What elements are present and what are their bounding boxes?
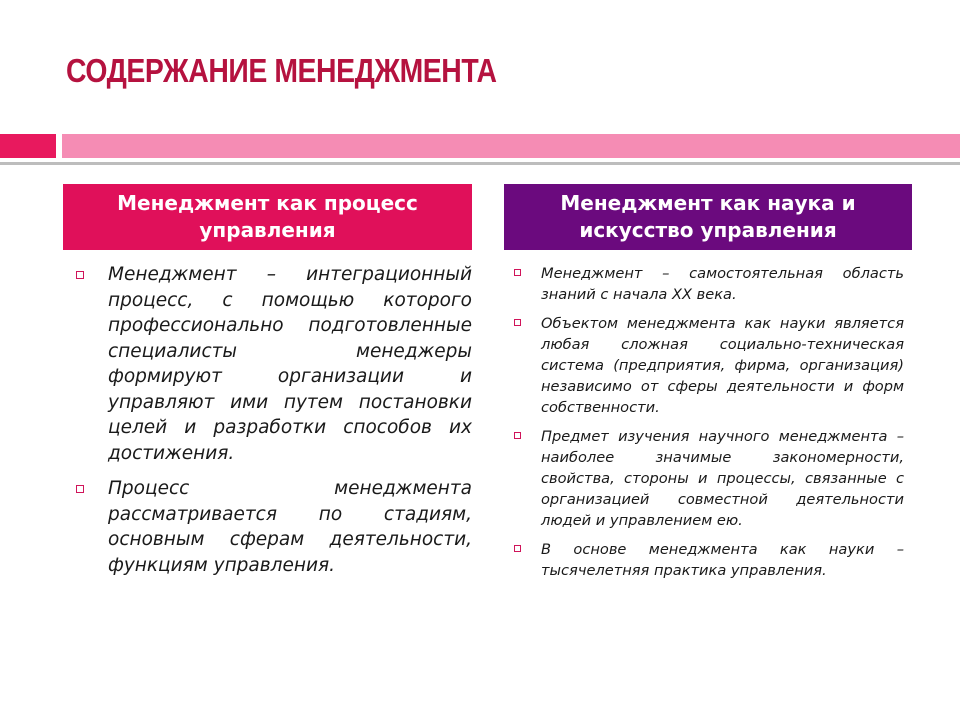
list-item-text: В основе менеджмента как науки – тысячелетняя практика управления. [541, 541, 904, 579]
right-column-list [514, 263, 904, 589]
list-item [76, 476, 472, 578]
list-item [76, 262, 472, 466]
list-item [514, 263, 904, 305]
slide-title: СОДЕРЖАНИЕ МЕНЕДЖМЕНТА [66, 52, 497, 89]
list-item [514, 426, 904, 531]
list-item [514, 539, 904, 581]
square-bullet-icon [514, 432, 521, 439]
square-bullet-icon [76, 271, 84, 279]
right-column-header [504, 184, 912, 250]
list-item-text: Менеджмент – самостоятельная область знаний с начала XX века. [541, 265, 904, 303]
list-item [514, 313, 904, 418]
list-item-text: Предмет изучения научного менеджмента – наиболее значимые закономерности, свойства, стороны и процессы, связанные с организацией совместной деятельности людей и управлением ею. [541, 428, 904, 529]
decorative-band-right [62, 134, 960, 158]
square-bullet-icon [76, 485, 84, 493]
square-bullet-icon [514, 545, 521, 552]
decorative-band-left [0, 134, 56, 158]
square-bullet-icon [514, 319, 521, 326]
left-column-header [63, 184, 472, 250]
list-item-text: Процесс менеджмента рассматривается по стадиям, основным сферам деятельности, функциям управления. [108, 478, 472, 576]
list-item-text: Объектом менеджмента как науки является любая сложная социально-техническая система (предприятия, фирма, организация) независимо от сферы деятельности и форм собственности. [541, 315, 904, 416]
right-column-header-text: Менеджмент как наука и искусство управления [560, 191, 856, 242]
left-column-list [76, 262, 472, 588]
divider-line [0, 162, 960, 165]
square-bullet-icon [514, 269, 521, 276]
left-column-header-text: Менеджмент как процесс управления [117, 191, 418, 242]
list-item-text: Менеджмент – интеграционный процесс, с помощью которого профессионально подготовленные специалисты менеджеры формируют организации и управляют ими путем постановки целей и разработки способов их достижения. [108, 264, 472, 464]
